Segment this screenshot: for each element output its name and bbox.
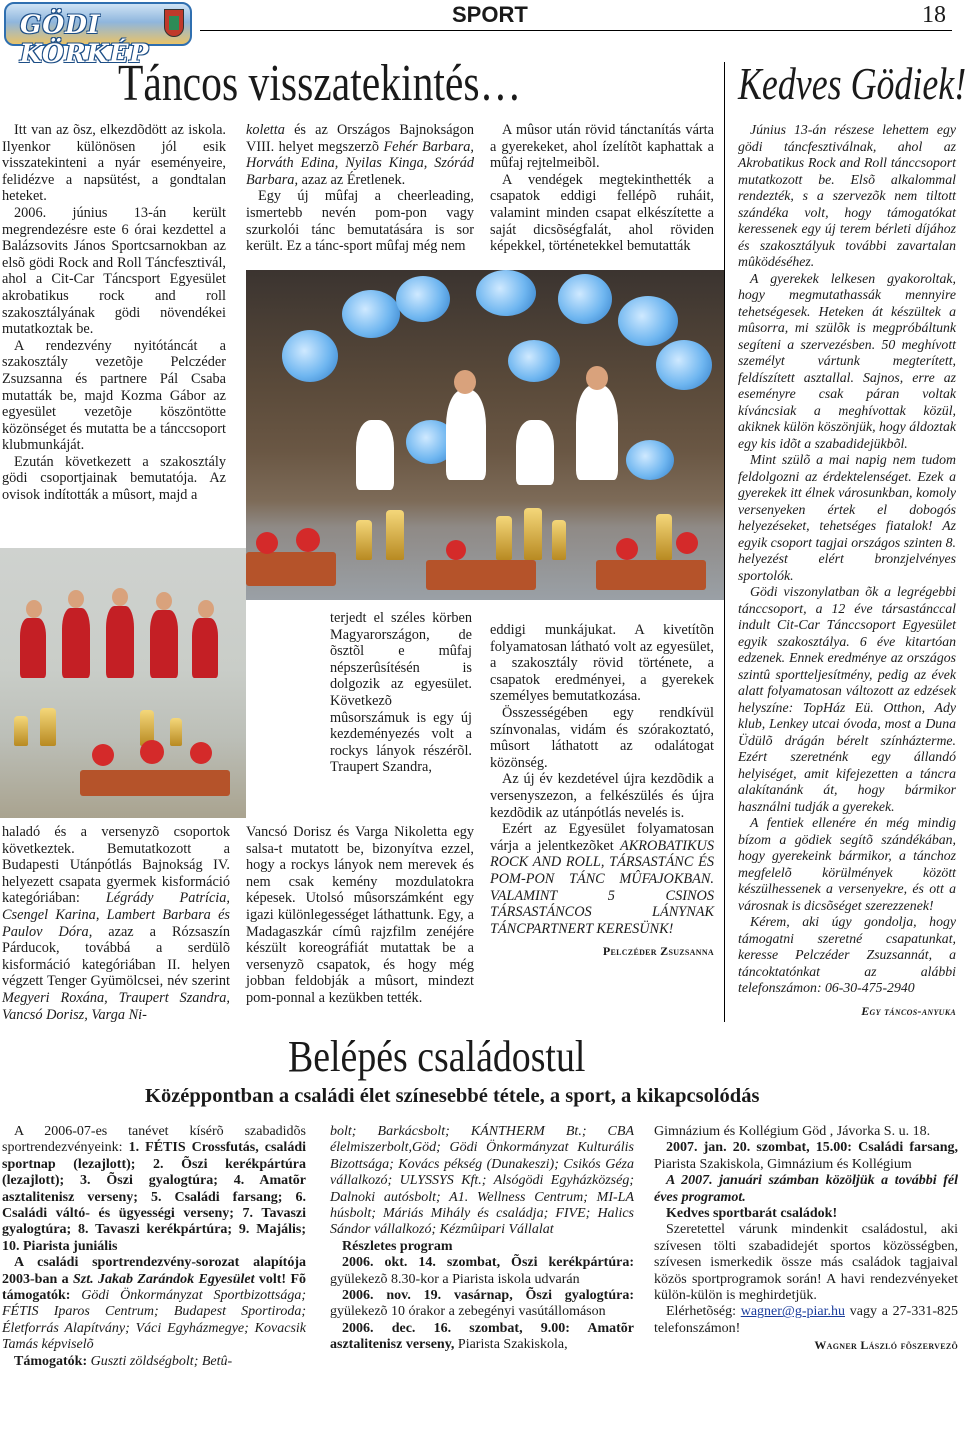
article-2-subtitle: Középpontban a családi élet színesebbé tétele, a sport, a kikapcsolódás xyxy=(145,1085,760,1107)
paragraph: A gyerekek lelkesen gyakoroltak, hogy megmutathassák mennyire tehetségesek. Heteken át készültek a mûsorra, mi szülõk is megpróbáltunk segíteni a szervezésben. 50 meghívott személyt vártunk megterített, feldíszített asztallal. Sajnos, erre az eseményre csak páran voltak kíváncsiak a meghívottak közül, akiknek külön köszönjük, hogy áldoztak egy kis idõt a szabadidejükbõl. xyxy=(738,270,957,451)
logo-text: GÖDI KÖRKÉP xyxy=(20,10,150,68)
paragraph: terjedt el széles körben Magyarországon, de õsztõl e mûfaj népszerûsítésén is dolgozik az egyesület. Következõ mûsorszámuk is egy új kezdeményezés volt a rockys lányok részérõl. Traupert Szandra, xyxy=(330,610,472,776)
program-item xyxy=(330,1321,634,1354)
text-run: Elérhetõség: xyxy=(666,1304,741,1320)
paragraph: A mûsor után rövid tánctanítás várta a gyerekeket, ahol ízelítõt kaphattak a mûfaj rejtelmeibõl. xyxy=(490,122,714,172)
event-list: 1. FÉTIS Crossfutás, családi sportnap (lezajlott); 2. Õszi kerékpártúra (lezajlott); 3. Õszi gyalogtúra; 4. Amatõr asztalitenisz verseny; 5. Családi farsang; 6. Családi váltó- és ügyességi verseny; 7. Tavaszi gyalogtúra; 8. Tavaszi kerékpártúra; 9. Majális; 10. Piarista juniális xyxy=(2,1140,306,1254)
text-run: 2006. dec. 16. szombat, 9.00: Amatõr asztalitenisz verseny, xyxy=(330,1320,634,1353)
paragraph: 2006. június 13-án került megrendezésre este 6 órai kezdettel a Balázsovits János Sportcsarnokban az elsõ gödi Rock and Roll Táncfesztivál, ahol a Cit-Car Táncsport Egyesület akrobatikus rock and roll szakosztályának gödi növendékei mutatkoztak be. xyxy=(2,204,226,338)
paragraph: Vancsó Dorisz és Varga Nikoletta egy salsa-t mutatott be, bizonyítva ezzel, hogy a rockys lányok nem merevek és nem csak kemény mozdulatokra képesek. Utolsó mûsorszámként egy igazi különlegességet láthattunk. Egy, a Madagaszkár címû rajzfilm zenéjére készült koreográfiát mutattak be a versenyzõ csapatok, és hogy még jobban feldobják a mûsort, mindezt pom-ponnal a kezükben tették. xyxy=(246,824,474,1006)
greeting: Kedves sportbarát családok! xyxy=(666,1206,838,1222)
contact-line xyxy=(654,1304,958,1337)
paragraph: eddigi munkájukat. A kivetítõn folyamatosan látható volt az egyesület, a szakosztály rövid története, a csapatok eredményei, a gyerekek személyes bemutatkozása. xyxy=(490,622,714,705)
article-column-1 xyxy=(2,122,226,504)
text-run: vagy a 27-331-825 telefonszámon! xyxy=(654,1304,958,1336)
text-run: Piarista Szakiskola, Gimnázium és Kollégium xyxy=(654,1156,912,1172)
article-column-3-continued xyxy=(490,622,714,960)
text-run: azaz az Éretlenek. xyxy=(298,171,406,188)
sidebar-signature: Egy táncos-anyuka xyxy=(861,1003,956,1018)
program-item xyxy=(330,1255,634,1288)
section-label: SPORT xyxy=(452,2,528,27)
paragraph: bolt; Barkácsbolt; KÁNTHERM Bt.; CBA élelmiszerbolt,Göd; Gödi Önkormányzat Kulturális Bizottsága; Kovács pékség (Dunakeszi); Csikós Géza vállalkozó; ULYSSYS Kft.; Alsógödi Egyházközség; Dalnoki autósbolt; A1. Wellness Centrum; MI-LA húsbolt; Máriás Mihály és családja; FIVE; Halics Sándor vállalkozó; Kézmûipari Vállalat xyxy=(330,1124,634,1238)
text-run: Ezért az Egyesület folyamatosan várja a jelentkezõket xyxy=(490,821,714,854)
paragraph: A fentiek ellenére én még mindig bízom a gödiek segítõ szándékában, hogy gyerekeink bármikor, a tánchoz megfelelõ körülmények között készülhessenek a versenyekre, és ott a városnak is dicsõséget szerezzenek! xyxy=(738,815,956,913)
sponsor-list: Gödi Önkormányzat Sportbizottsága; FÉTIS Iparos Centrum; Budapest Sportiroda; Életforrás Alapítvány; Váci Egyházmegye; Kovacsik Tamás képviselõ xyxy=(2,1288,307,1353)
sidebar-letter xyxy=(738,122,956,1019)
paragraph: Az új év kezdetével újra kezdõdik a versenyszezon, a felkészülés és újra kezdõdik az utánpótlás nevelés is. xyxy=(490,771,714,821)
paragraph: Szeretettel várunk mindenkit családostul, aki szívesen tölti szabadidejét sportos közösségben, szívesen ismerkedik össze más családok tagjaival közös sportprogramok során! A havi rendezvényeket külön-külön is meghirdetjük. xyxy=(654,1222,958,1304)
paragraph: Gödi viszonylatban õk a legrégebbi tánccsoport, a 12 éve társastánccal indult Cit-Car Tánccsoport Egyesület egyik szakosztálya. 6 éve kitartóan edzenek. Ennek eredménye az országos szintû sportteljesítmény, pedig az évek alatt folyamatosan változott az edzések helyszíne: TopHáz Eü. Otthon, Ady klub, Lenkey utcai óvoda, most a Duna Üdülõ drágán bérelt színházterme. Ezért szeretnénk egy állandó helyiséget, amit kifejezetten a táncra alakítanánk át, hogy bármikor használni tudják a gyerekek. xyxy=(738,584,956,814)
dancers-photo-red xyxy=(0,548,246,818)
program-item xyxy=(330,1288,634,1321)
founder-name: Szt. Jakab Zarándok Egyesület xyxy=(72,1271,255,1287)
paragraph: Itt van az õsz, elkezdõdött az iskola. Ilyenkor különösen jól esik visszatekinteni a nyár eseményeire, felidézve a napsütést, a gondtalan heteket. xyxy=(2,122,226,205)
text-run: A családi sportrendezvény-sorozat alapítója 2003-ban a xyxy=(2,1255,306,1287)
paragraph: Gimnázium és Kollégium Göd , Jávorka S. u. 18. xyxy=(654,1124,931,1139)
paragraph xyxy=(2,1354,306,1370)
text-run: 2006. nov. 19. vasárnap, Õszi gyalogtúra: xyxy=(342,1288,634,1304)
paragraph: Összességében egy rendkívül színvonalas, vidám és szórakoztató, mûsort láthatott az odalátogat közönség. xyxy=(490,704,714,771)
paragraph xyxy=(246,122,474,188)
call-to-action: AKROBATIKUS ROCK AND ROLL, TÁRSASTÁNC ÉS POM-PON TÁNC MÛFAJOKBAN. VALAMINT 5 CSINOS TÁRSASTÁNCOS LÁNYNAK TÁNCPARTNERT KERESÜNK! xyxy=(490,837,714,937)
article-2-title: Belépés családostul xyxy=(288,1032,586,1081)
text-run: gyülekezõ 10 órakor a zebegényi vasútállomáson xyxy=(330,1304,606,1320)
text-run: azaz a Rózsaszín Párducok, továbbá a serdülõ kisformáció kategóriában II. helyen végzett Tenger Gyümölcsei, név szerint xyxy=(2,923,230,990)
article-2-column-1 xyxy=(2,1124,306,1370)
gödi-körkép-logo xyxy=(4,2,192,68)
paragraph: A rendezvény nyitótáncát a szakosztály vezetõje Pelczéder Zsuzsanna és partnere Pál Csaba mutatták be, majd Kozma Gábor az egyesület vezetõje köszöntötte közönséget és mutatta be a tánccsoport klubmunkáját. xyxy=(2,337,226,454)
paragraph xyxy=(2,1255,306,1353)
author-signature: Wagner László fõszervezõ xyxy=(814,1338,958,1353)
text-run: A 2006-07-es tanévet kísérõ szabadidõs sportrendezvényeink: xyxy=(2,1124,306,1156)
names-italic: Megyeri Roxána, Traupert Szandra, Vancsó Dorisz, Varga Ni- xyxy=(2,989,230,1023)
text-run: 2007. jan. 20. szombat, 15.00: Családi farsang, xyxy=(666,1140,958,1156)
names-italic: Légrády Patrícia, Csengel Karina, Lambert Barbara és Paulov Dóra, xyxy=(2,890,230,940)
paragraph xyxy=(2,824,230,1023)
header-rule xyxy=(200,30,952,31)
paragraph: Kérem, aki úgy gondolja, hogy támogatni szeretné csapatunkat, keresse Pelczéder Zsuzsannát, a táncoktatónkat az alábbi telefonszámon: 06-30-475-2940 xyxy=(738,914,956,995)
crest-icon xyxy=(164,9,184,37)
author-signature: Pelczéder Zsuzsanna xyxy=(602,944,714,959)
text-run: 2006. okt. 14. szombat, Õszi kerékpártúra: xyxy=(342,1255,634,1271)
paragraph xyxy=(2,1124,306,1255)
text-run: haladó és a versenyzõ csoportok következtek. Bemutatkozott a Budapesti Utánpótlás Bajnokság IV. helyezett csapata gyermek kisformáció kategóriában: xyxy=(2,824,230,907)
article-2-column-3 xyxy=(654,1124,958,1354)
article-2-column-2 xyxy=(330,1124,634,1354)
paragraph: Ezután következett a szakosztály gödi csoportjainak bemutatója. Az ovisok indították a mûsort, majd a xyxy=(2,453,226,504)
column-divider xyxy=(724,62,725,1022)
notice: A 2007. januári számban közöljük a további fél éves programot. xyxy=(654,1173,958,1205)
text-run: Támogatók: xyxy=(14,1353,91,1369)
names-italic: Fehér Barbara, Horváth Edina, Nyilas Kinga, Szórád Barbara, xyxy=(246,138,474,188)
names-italic: koletta xyxy=(246,122,285,138)
text-run: Piarista Szakiskola, xyxy=(454,1337,568,1353)
article-column-1-continued xyxy=(2,824,230,1023)
paragraph: A vendégek megtekinthették a csapatok eddigi fellépõ ruháit, valamint minden csapat elkészítette a saját dicsõségfalát, ahol röviden képekkel, történetekkel bemutatták xyxy=(490,171,714,255)
paragraph: Június 13-án részese lehettem egy gödi táncfesztiválnak, ahol az Akrobatikus Rock and Roll tánccsoport mutatkozott be. Elsõ alkalommal rendezték, s a szervezõk nem tiltott szándéka volt, hogy támogatókat keressenek egy új terem bérleti díjához és szakosztályuk további zavartalan mûködéséhez. xyxy=(738,122,956,269)
paragraph: Egy új mûfaj a cheerleading, ismertebb nevén pom-pon vagy szurkolói tánc bemutatására is sor került. Ez a tánc-sport mûfaj még nem xyxy=(246,188,474,255)
email-link[interactable]: wagner@g-piar.hu xyxy=(740,1304,845,1320)
program-item xyxy=(654,1140,958,1173)
article-column-2 xyxy=(246,122,474,255)
article-column-2-continued xyxy=(246,824,474,1007)
program-heading: Részletes program xyxy=(342,1238,453,1254)
text-run: gyülekezõ 8.30-kor a Piarista iskola udvarán xyxy=(330,1271,580,1287)
article-title: Táncos visszatekintés… xyxy=(118,55,522,112)
text-run: és az Országos Bajnokságon VIII. helyet megszerzõ xyxy=(246,122,474,155)
sidebar-title: Kedves Gödiek! xyxy=(738,58,966,109)
paragraph: Mint szülõ a mai napig nem tudom feldolgozni az érdektelenséget. Ezek a gyerekek itt élnek városunkban, komoly versenyeken értek el dobogós helyezéseket, tehetséges fiatalok! Az egyik csoport tagjai országos szinten 8. helyezést elért bronzjelvényes sportolók. xyxy=(738,452,956,583)
article-column-3 xyxy=(490,122,714,255)
paragraph xyxy=(490,821,714,937)
supporter-list: Guszti zöldségbolt; Betû- xyxy=(90,1353,233,1369)
page-number: 18 xyxy=(922,2,946,28)
text-run: volt! Fõ támogatók: xyxy=(2,1271,307,1304)
article-column-2-narrow xyxy=(330,610,472,776)
cheerleading-photo xyxy=(246,270,724,600)
